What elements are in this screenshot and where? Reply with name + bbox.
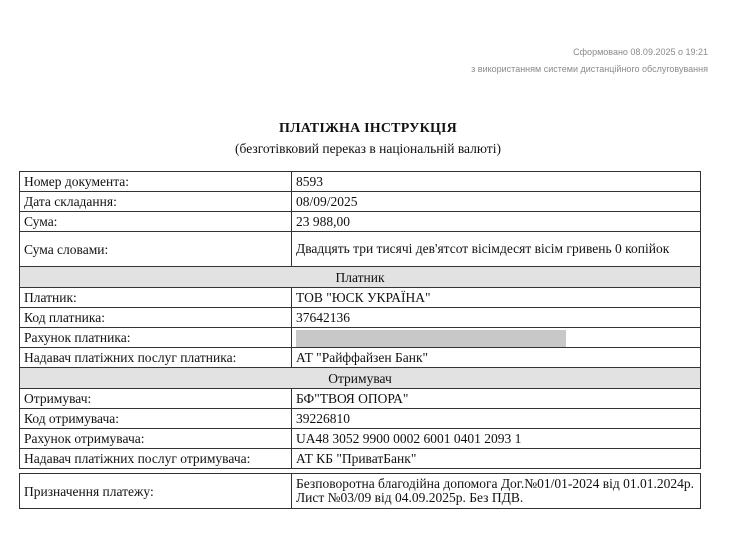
table-row xyxy=(20,449,701,469)
table-row xyxy=(20,308,701,328)
purpose-value: Безповоротна благодійна допомога Дог.№01/01-2024 від 01.01.2024р. Лист №03/09 від 04.09.2025р. Без ПДВ. xyxy=(292,474,701,509)
payer-label: Платник: xyxy=(20,288,292,308)
recipient-provider-value: АТ КБ "ПриватБанк" xyxy=(292,449,701,469)
table-row xyxy=(20,172,701,192)
payment-table xyxy=(19,171,701,509)
table-row xyxy=(20,232,701,267)
section-header-payer xyxy=(20,267,701,288)
payer-provider-label: Надавач платіжних послуг платника: xyxy=(20,348,292,368)
amount-words-value: Двадцять три тисячі дев'ятсот вісімдесят вісім гривень 0 копійок xyxy=(292,232,701,267)
generated-via: з використанням системи дистанційного обслуговування xyxy=(471,64,708,74)
table-row xyxy=(20,409,701,429)
recipient-code-value: 39226810 xyxy=(292,409,701,429)
amount-label: Сума: xyxy=(20,212,292,232)
generation-info xyxy=(471,44,708,78)
recipient-account-label: Рахунок отримувача: xyxy=(20,429,292,449)
payer-account-label: Рахунок платника: xyxy=(20,328,292,348)
recipient-code-label: Код отримувача: xyxy=(20,409,292,429)
doc-number-label: Номер документа: xyxy=(20,172,292,192)
table-row xyxy=(20,474,701,509)
redacted-block xyxy=(296,330,566,347)
recipient-section-title: Отримувач xyxy=(20,368,701,389)
amount-value: 23 988,00 xyxy=(292,212,701,232)
recipient-label: Отримувач: xyxy=(20,389,292,409)
payer-code-value: 37642136 xyxy=(292,308,701,328)
recipient-provider-label: Надавач платіжних послуг отримувача: xyxy=(20,449,292,469)
payer-account-value xyxy=(292,328,701,348)
table-row xyxy=(20,212,701,232)
payer-provider-value: АТ "Райффайзен Банк" xyxy=(292,348,701,368)
payer-value: ТОВ "ЮСК УКРАЇНА" xyxy=(292,288,701,308)
amount-words-label: Сума словами: xyxy=(20,232,292,267)
table-row xyxy=(20,348,701,368)
document-title: ПЛАТІЖНА ІНСТРУКЦІЯ xyxy=(279,121,457,136)
payer-code-label: Код платника: xyxy=(20,308,292,328)
doc-number-value: 8593 xyxy=(292,172,701,192)
table-row xyxy=(20,429,701,449)
table-row xyxy=(20,192,701,212)
section-header-recipient xyxy=(20,368,701,389)
recipient-value: БФ"ТВОЯ ОПОРА" xyxy=(292,389,701,409)
recipient-account-value: UA48 3052 9900 0002 6001 0401 2093 1 xyxy=(292,429,701,449)
table-row xyxy=(20,328,701,348)
date-label: Дата складання: xyxy=(20,192,292,212)
generated-timestamp: Сформовано 08.09.2025 о 19:21 xyxy=(573,47,708,57)
document-subtitle: (безготівковий переказ в національній валюті) xyxy=(235,141,501,156)
purpose-label: Призначення платежу: xyxy=(20,474,292,509)
date-value: 08/09/2025 xyxy=(292,192,701,212)
table-row xyxy=(20,389,701,409)
payer-section-title: Платник xyxy=(20,267,701,288)
table-row xyxy=(20,288,701,308)
